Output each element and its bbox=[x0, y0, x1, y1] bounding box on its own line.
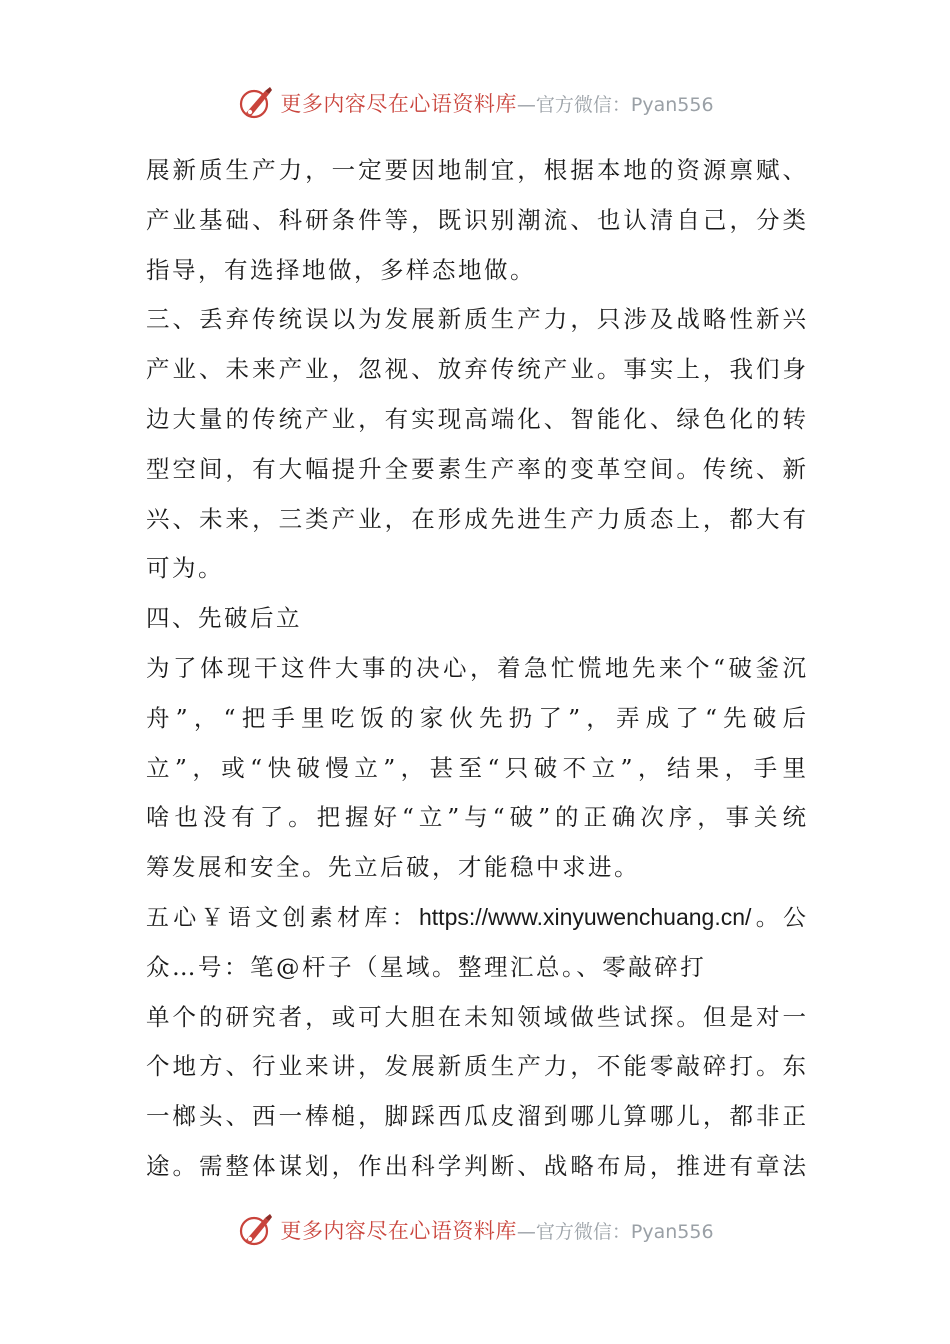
text-line: 产业、未来产业，忽视、放弃传统产业。事实上，我们身 bbox=[146, 355, 806, 384]
document-body bbox=[146, 146, 806, 1192]
header-banner bbox=[0, 81, 950, 125]
pen-nib-logo-icon bbox=[236, 83, 276, 123]
text-line: 单个的研究者，或可大胆在未知领域做些试探。但是对一 bbox=[146, 1002, 806, 1031]
footer-brand-text: 更多内容尽在心语资料库 bbox=[280, 1219, 517, 1243]
promo-line bbox=[146, 893, 806, 943]
pen-nib-logo-icon bbox=[236, 1210, 276, 1250]
promo-line-2: 众…号：笔@杆子（星域。整理汇总。、零敲碎打 bbox=[146, 952, 707, 981]
text-line: 筹发展和安全。先立后破，才能稳中求进。 bbox=[146, 853, 640, 882]
footer-banner bbox=[0, 1208, 950, 1252]
promo-prefix: 五心￥语文创素材库： bbox=[146, 904, 419, 931]
promo-url[interactable]: https://www.xinyuwenchuang.cn/ bbox=[419, 903, 752, 930]
text-line: 途。需整体谋划，作出科学判断、战略布局，推进有章法 bbox=[146, 1151, 806, 1180]
text-line: 兴、未来，三类产业，在形成先进生产力质态上，都大有 bbox=[146, 504, 806, 533]
text-line: 立”，或“快破慢立”，甚至“只破不立”，结果，手里 bbox=[146, 753, 806, 782]
text-line: 个地方、行业来讲，发展新质生产力，不能零敲碎打。东 bbox=[146, 1052, 806, 1081]
text-line: 三、丢弃传统误以为发展新质生产力，只涉及战略性新兴 bbox=[146, 305, 806, 334]
text-line: 展新质生产力，一定要因地制宜，根据本地的资源禀赋、 bbox=[146, 156, 806, 184]
promo-suffix: 。公 bbox=[751, 904, 806, 931]
text-line: 型空间，有大幅提升全要素生产率的变革空间。传统、新 bbox=[146, 454, 806, 483]
header-brand-text: 更多内容尽在心语资料库 bbox=[280, 92, 517, 116]
text-line: 为了体现干这件大事的决心，着急忙慌地先来个“破釜沉 bbox=[146, 653, 806, 682]
header-contact-text: —官方微信：Pyan556 bbox=[516, 93, 714, 116]
text-line: 舟”，“把手里吃饭的家伙先扔了”，弄成了“先破后 bbox=[146, 703, 806, 732]
text-line: 产业基础、科研条件等，既识别潮流、也认清自己，分类 bbox=[146, 205, 806, 234]
text-line: 指导，有选择地做，多样态地做。 bbox=[146, 255, 536, 284]
text-line: 边大量的传统产业，有实现高端化、智能化、绿色化的转 bbox=[146, 404, 806, 433]
text-line: 可为。 bbox=[146, 554, 224, 583]
footer-contact-text: —官方微信：Pyan556 bbox=[516, 1220, 714, 1243]
section-heading: 四、先破后立 bbox=[146, 604, 302, 633]
text-line: 啥也没有了。把握好“立”与“破”的正确次序，事关统 bbox=[146, 803, 806, 832]
text-line: 一榔头、西一棒槌，脚踩西瓜皮溜到哪儿算哪儿，都非正 bbox=[146, 1102, 806, 1131]
